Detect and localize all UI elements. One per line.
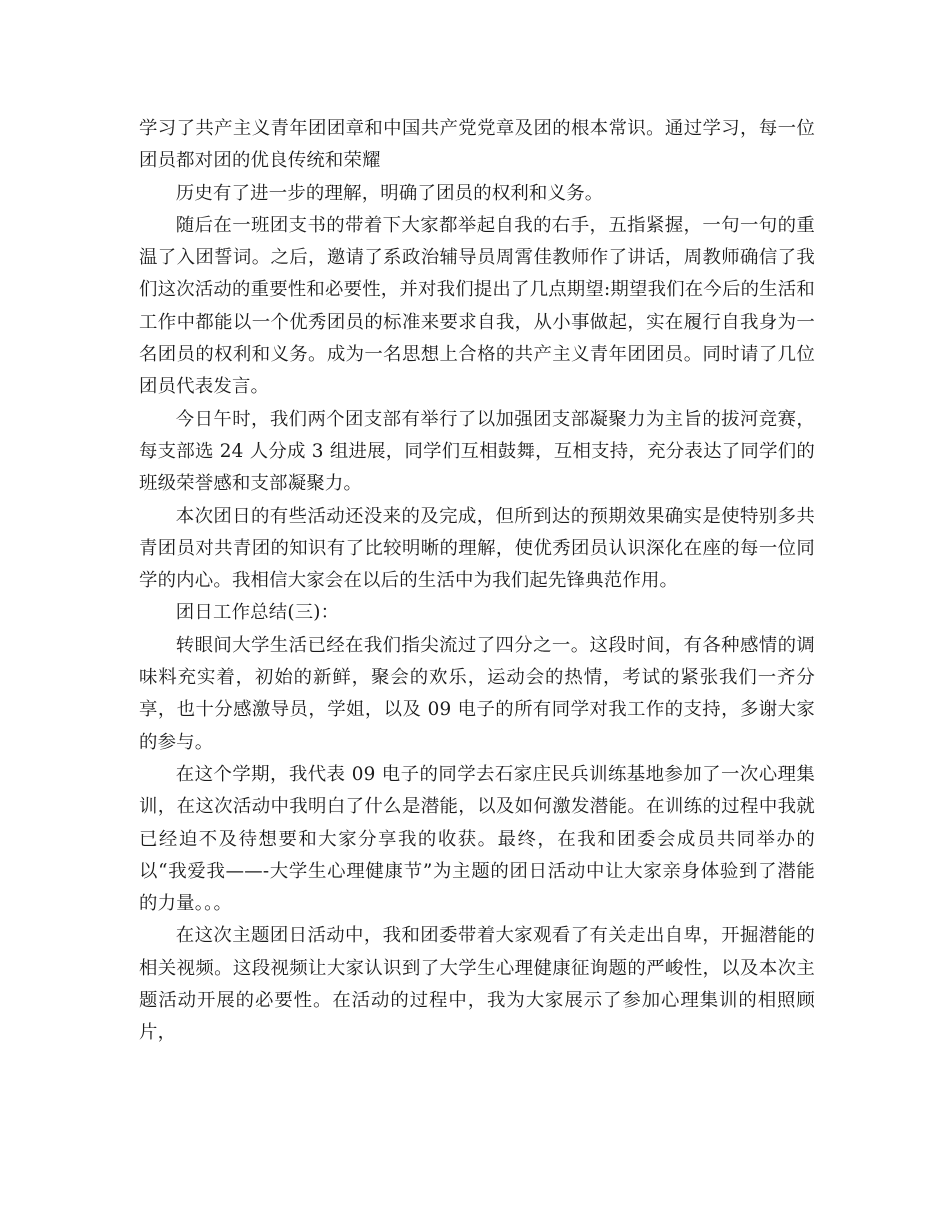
paragraph-5: 本次团日的有些活动还没来的及完成，但所到达的预期效果确实是使特别多共青团员对共青团的知识有了比较明晰的理解，使优秀团员认识深化在座的每一位同学的内心。我相信大家会在以后的生活中为我们起先锋典范作用。 (139, 505, 815, 592)
paragraph-3: 随后在一班团支书的带着下大家都举起自我的右手，五指紧握，一句一句的重温了入团誓词。之后，邀请了系政治辅导员周霄佳教师作了讲话，周教师确信了我们这次活动的重要性和必要性，并对我们提出了几点期望:期望我们在今后的生活和工作中都能以一个优秀团员的标准来要求自我，从小事做起，实在履行自我身为一名团员的权利和义务。成为一名思想上合格的共产主义青年团团员。同时请了几位团员代表发言。 (139, 214, 815, 398)
paragraph-7: 转眼间大学生活已经在我们指尖流过了四分之一。这段时间，有各种感情的调味料充实着，初始的新鲜，聚会的欢乐，运动会的热情，考试的紧张我们一齐分享，也十分感激导员，学姐，以及 09 电子的所有同学对我工作的支持，多谢大家的参与。 (139, 634, 815, 753)
document-body (139, 113, 815, 1050)
section-heading: 团日工作总结(三)： (175, 602, 340, 624)
paragraph-2: 历史有了进一步的理解，明确了团员的权利和义务。 (175, 182, 604, 204)
paragraph-9: 在这次主题团日活动中，我和团委带着大家观看了有关走出自卑，开掘潜能的相关视频。这段视频让大家认识到了大学生心理健康征询题的严峻性，以及本次主题活动开展的必要性。在活动的过程中，我为大家展示了参加心理集训的相照顾片， (139, 925, 815, 1044)
paragraph-4: 今日午时，我们两个团支部有举行了以加强团支部凝聚力为主旨的拔河竞赛，每支部选 24 人分成 3 组进展，同学们互相鼓舞，互相支持，充分表达了同学们的班级荣誉感和支部凝聚力。 (139, 408, 815, 495)
paragraph-8: 在这个学期，我代表 09 电子的同学去石家庄民兵训练基地参加了一次心理集训，在这次活动中我明白了什么是潜能，以及如何激发潜能。在训练的过程中我就已经迫不及待想要和大家分享我的收获。最终，在我和团委会成员共同举办的以“我爱我——-大学生心理健康节”为主题的团日活动中让大家亲身体验到了潜能的力量。。。 (139, 763, 815, 915)
paragraph-1: 学习了共产主义青年团团章和中国共产党党章及团的根本常识。通过学习，每一位团员都对团的优良传统和荣耀 (139, 118, 815, 172)
